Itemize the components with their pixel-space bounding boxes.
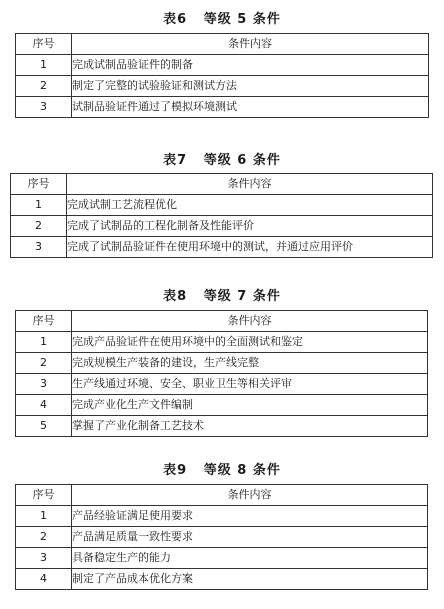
table-row	[16, 97, 429, 118]
row-content: 产品经验证满足使用要求	[72, 506, 428, 527]
header-content: 条件内容	[67, 174, 433, 195]
table-row	[16, 76, 429, 97]
row-number: 1	[16, 332, 72, 353]
table-row	[11, 216, 433, 237]
row-number: 3	[16, 548, 72, 569]
table-row	[16, 55, 429, 76]
table-row	[16, 374, 428, 395]
table-row	[16, 527, 428, 548]
header-serial: 序号	[16, 311, 72, 332]
row-content: 完成规模生产装备的建设，生产线完整	[72, 353, 428, 374]
row-number: 3	[16, 374, 72, 395]
row-number: 1	[16, 55, 72, 76]
row-content: 完成了试制品的工程化制备及性能评价	[67, 216, 433, 237]
table-row	[11, 195, 433, 216]
header-content: 条件内容	[72, 34, 429, 55]
row-number: 1	[11, 195, 67, 216]
table-9-caption: 表9 等级 8 条件	[163, 463, 281, 478]
row-number: 3	[16, 97, 72, 118]
table-row	[16, 395, 428, 416]
header-content: 条件内容	[72, 485, 428, 506]
table-header-row	[16, 34, 429, 55]
row-number: 2	[16, 353, 72, 374]
table-row	[16, 548, 428, 569]
table-row	[16, 353, 428, 374]
row-content: 完成试制品验证件的制备	[72, 55, 429, 76]
row-number: 2	[16, 76, 72, 97]
row-content: 制定了产品成本优化方案	[72, 569, 428, 590]
header-serial: 序号	[16, 34, 72, 55]
table-6	[15, 33, 429, 118]
row-number: 3	[11, 237, 67, 258]
table-header-row	[11, 174, 433, 195]
row-content: 完成产业化生产文件编制	[72, 395, 428, 416]
header-serial: 序号	[16, 485, 72, 506]
row-number: 2	[11, 216, 67, 237]
table-row	[11, 237, 433, 258]
table-row	[16, 506, 428, 527]
row-number: 5	[16, 416, 72, 437]
table-row	[16, 332, 428, 353]
table-header-row	[16, 311, 428, 332]
table-header-row	[16, 485, 428, 506]
row-number: 4	[16, 395, 72, 416]
row-content: 制定了完整的试验验证和测试方法	[72, 76, 429, 97]
row-content: 具备稳定生产的能力	[72, 548, 428, 569]
header-content: 条件内容	[72, 311, 428, 332]
row-content: 试制品验证件通过了模拟环境测试	[72, 97, 429, 118]
row-content: 产品满足质量一致性要求	[72, 527, 428, 548]
row-content: 完成试制工艺流程优化	[67, 195, 433, 216]
row-content: 完成产品验证件在使用环境中的全面测试和鉴定	[72, 332, 428, 353]
table-8-caption: 表8 等级 7 条件	[163, 289, 281, 304]
row-content: 掌握了产业化制备工艺技术	[72, 416, 428, 437]
table-6-caption: 表6 等级 5 条件	[163, 12, 281, 27]
table-row	[16, 569, 428, 590]
table-8	[15, 310, 428, 437]
row-number: 2	[16, 527, 72, 548]
row-content: 生产线通过环境、安全、职业卫生等相关评审	[72, 374, 428, 395]
table-9	[15, 484, 428, 590]
table-7	[10, 173, 433, 258]
row-number: 1	[16, 506, 72, 527]
row-number: 4	[16, 569, 72, 590]
row-content: 完成了试制品验证件在使用环境中的测试，并通过应用评价	[67, 237, 433, 258]
table-7-caption: 表7 等级 6 条件	[163, 153, 281, 168]
header-serial: 序号	[11, 174, 67, 195]
table-row	[16, 416, 428, 437]
